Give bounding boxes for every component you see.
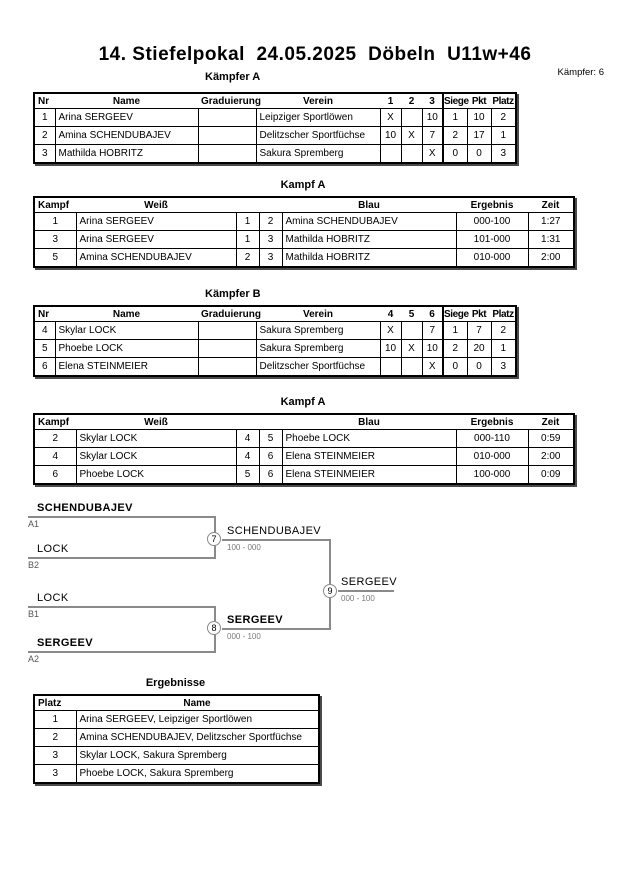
cell-blau: Elena STEINMEIER xyxy=(282,466,456,485)
cell-score-3: 10 xyxy=(422,109,443,127)
cell-blau: Mathilda HOBRITZ xyxy=(282,249,456,268)
cell-graduierung xyxy=(198,340,256,358)
cell-weiss: Amina SCHENDUBAJEV xyxy=(76,249,236,268)
table-header-row xyxy=(34,414,574,430)
cell-ergebnis: 010-000 xyxy=(456,249,528,268)
cell-platz: 1 xyxy=(491,127,516,145)
table-header-row xyxy=(34,197,574,213)
cell-score-6: X xyxy=(422,358,443,377)
cell-verein: Sakura Spremberg xyxy=(256,340,380,358)
col-header-zeit: Zeit xyxy=(528,197,574,213)
table-row xyxy=(34,711,319,729)
cell-pkt: 7 xyxy=(467,322,491,340)
bracket-seed-name: SCHENDUBAJEV xyxy=(37,502,133,514)
col-header-kampf: Kampf xyxy=(34,197,76,213)
cell-verein: Delitzscher Sportfüchse xyxy=(256,127,380,145)
match-number-badge: 7 xyxy=(207,532,221,546)
cell-score-5: X xyxy=(401,340,422,358)
bracket-seed-name: LOCK xyxy=(37,543,69,555)
col-header-weiss: Weiß xyxy=(76,414,236,430)
col-header-3: 3 xyxy=(422,93,443,109)
col-header-name: Name xyxy=(55,306,198,322)
cell-platz: 3 xyxy=(491,358,516,377)
cell-weiss-nr: 2 xyxy=(236,249,259,268)
cell-blau-nr: 6 xyxy=(259,448,282,466)
cell-nr: 2 xyxy=(34,127,55,145)
cell-nr: 5 xyxy=(34,340,55,358)
cell-kampf: 2 xyxy=(34,430,76,448)
col-header-platz: Platz xyxy=(491,93,516,109)
cell-score-1: 10 xyxy=(380,127,401,145)
bracket-line xyxy=(28,606,216,608)
cell-graduierung xyxy=(198,145,256,164)
table-row xyxy=(34,109,516,127)
cell-zeit: 0:09 xyxy=(528,466,574,485)
cell-score-1 xyxy=(380,145,401,164)
kaempfer-a-table xyxy=(33,92,517,164)
cell-name: Mathilda HOBRITZ xyxy=(55,145,198,164)
cell-pkt: 20 xyxy=(467,340,491,358)
col-header-siege: Siege xyxy=(443,306,467,322)
col-header-blau: Blau xyxy=(282,414,456,430)
table-row xyxy=(34,729,319,747)
cell-blau: Phoebe LOCK xyxy=(282,430,456,448)
col-header-5: 5 xyxy=(401,306,422,322)
cell-name: Skylar LOCK, Sakura Spremberg xyxy=(76,747,319,765)
col-header-siege: Siege xyxy=(443,93,467,109)
col-header-kampf: Kampf xyxy=(34,414,76,430)
cell-name: Phoebe LOCK, Sakura Spremberg xyxy=(76,765,319,784)
cell-score-3: 7 xyxy=(422,127,443,145)
cell-blau-nr: 3 xyxy=(259,231,282,249)
cell-weiss: Phoebe LOCK xyxy=(76,466,236,485)
cell-siege: 2 xyxy=(443,127,467,145)
cell-kampf: 1 xyxy=(34,213,76,231)
section-heading-ergebnisse: Ergebnisse xyxy=(145,677,206,689)
bracket-line xyxy=(222,539,330,541)
cell-score-1: X xyxy=(380,109,401,127)
col-header-pkt: Pkt xyxy=(467,93,491,109)
cell-weiss-nr: 4 xyxy=(236,430,259,448)
cell-platz: 1 xyxy=(491,340,516,358)
cell-weiss-nr: 4 xyxy=(236,448,259,466)
cell-ergebnis: 010-000 xyxy=(456,448,528,466)
match-score: 000 - 100 xyxy=(227,632,261,641)
cell-zeit: 1:27 xyxy=(528,213,574,231)
col-header-num2 xyxy=(259,197,282,213)
col-header-graduierung: Graduierung xyxy=(198,93,256,109)
bracket-line xyxy=(28,651,216,653)
cell-weiss-nr: 1 xyxy=(236,213,259,231)
table-row xyxy=(34,145,516,164)
cell-pkt: 0 xyxy=(467,145,491,164)
cell-blau-nr: 6 xyxy=(259,466,282,485)
col-header-zeit: Zeit xyxy=(528,414,574,430)
cell-blau: Mathilda HOBRITZ xyxy=(282,231,456,249)
table-row xyxy=(34,430,574,448)
cell-platz: 2 xyxy=(491,109,516,127)
col-header-num2 xyxy=(259,414,282,430)
table-row xyxy=(34,765,319,784)
cell-pkt: 0 xyxy=(467,358,491,377)
cell-siege: 2 xyxy=(443,340,467,358)
cell-zeit: 2:00 xyxy=(528,249,574,268)
cell-platz: 2 xyxy=(491,322,516,340)
cell-name: Skylar LOCK xyxy=(55,322,198,340)
bracket-seed-label: B1 xyxy=(28,609,40,619)
cell-nr: 1 xyxy=(34,109,55,127)
col-header-nr: Nr xyxy=(34,93,55,109)
cell-platz: 1 xyxy=(34,711,76,729)
table-row xyxy=(34,448,574,466)
bracket-seed-name: SERGEEV xyxy=(37,637,93,649)
cell-blau-nr: 5 xyxy=(259,430,282,448)
table-header-row xyxy=(34,306,516,322)
table-row xyxy=(34,249,574,268)
bracket-seed-label: A1 xyxy=(28,519,40,529)
cell-nr: 4 xyxy=(34,322,55,340)
table-row xyxy=(34,322,516,340)
table-row xyxy=(34,358,516,377)
cell-zeit: 0:59 xyxy=(528,430,574,448)
col-header-platz: Platz xyxy=(491,306,516,322)
cell-name: Amina SCHENDUBAJEV xyxy=(55,127,198,145)
col-header-ergebnis: Ergebnis xyxy=(456,197,528,213)
cell-zeit: 1:31 xyxy=(528,231,574,249)
cell-name: Phoebe LOCK xyxy=(55,340,198,358)
col-header-pkt: Pkt xyxy=(467,306,491,322)
bracket-seed-label: B2 xyxy=(28,560,40,570)
cell-blau-nr: 3 xyxy=(259,249,282,268)
cell-score-5 xyxy=(401,358,422,377)
col-header-6: 6 xyxy=(422,306,443,322)
cell-platz: 3 xyxy=(491,145,516,164)
table-header-row xyxy=(34,93,516,109)
cell-platz: 3 xyxy=(34,765,76,784)
cell-platz: 2 xyxy=(34,729,76,747)
col-header-verein: Verein xyxy=(256,306,380,322)
table-row xyxy=(34,466,574,485)
col-header-weiss: Weiß xyxy=(76,197,236,213)
cell-graduierung xyxy=(198,358,256,377)
col-header-graduierung: Graduierung xyxy=(198,306,256,322)
cell-score-2 xyxy=(401,109,422,127)
cell-score-4 xyxy=(380,358,401,377)
cell-nr: 6 xyxy=(34,358,55,377)
match-score: 000 - 100 xyxy=(341,594,375,603)
match-score: 100 - 000 xyxy=(227,543,261,552)
col-header-1: 1 xyxy=(380,93,401,109)
cell-score-3: X xyxy=(422,145,443,164)
cell-verein: Delitzscher Sportfüchse xyxy=(256,358,380,377)
table-row xyxy=(34,340,516,358)
cell-kampf: 6 xyxy=(34,466,76,485)
col-header-platz: Platz xyxy=(34,695,76,711)
cell-siege: 1 xyxy=(443,109,467,127)
match-number-badge: 9 xyxy=(323,584,337,598)
cell-ergebnis: 000-110 xyxy=(456,430,528,448)
cell-score-4: 10 xyxy=(380,340,401,358)
col-header-blau: Blau xyxy=(282,197,456,213)
bracket-seed-name: LOCK xyxy=(37,592,69,604)
cell-blau-nr: 2 xyxy=(259,213,282,231)
bracket-line xyxy=(338,590,394,592)
table-row xyxy=(34,127,516,145)
col-header-num1 xyxy=(236,197,259,213)
col-header-2: 2 xyxy=(401,93,422,109)
cell-score-2 xyxy=(401,145,422,164)
cell-weiss-nr: 5 xyxy=(236,466,259,485)
match-winner-name: SCHENDUBAJEV xyxy=(227,525,322,537)
match-winner-name: SERGEEV xyxy=(227,614,283,626)
table-header-row xyxy=(34,695,319,711)
kaempfer-b-table xyxy=(33,305,517,377)
kampf-a-pool-a-table xyxy=(33,196,575,268)
page-title: 14. Stiefelpokal 24.05.2025 Döbeln U11w+46 xyxy=(98,44,532,65)
cell-kampf: 3 xyxy=(34,231,76,249)
cell-score-6: 10 xyxy=(422,340,443,358)
cell-score-5 xyxy=(401,322,422,340)
col-header-4: 4 xyxy=(380,306,401,322)
cell-graduierung xyxy=(198,109,256,127)
cell-weiss: Skylar LOCK xyxy=(76,448,236,466)
cell-zeit: 2:00 xyxy=(528,448,574,466)
bracket-line xyxy=(28,557,216,559)
cell-blau: Elena STEINMEIER xyxy=(282,448,456,466)
cell-name: Amina SCHENDUBAJEV, Delitzscher Sportfüchse xyxy=(76,729,319,747)
cell-name: Arina SERGEEV xyxy=(55,109,198,127)
kampf-a-pool-b-table xyxy=(33,413,575,485)
cell-siege: 0 xyxy=(443,358,467,377)
cell-weiss-nr: 1 xyxy=(236,231,259,249)
table-row xyxy=(34,213,574,231)
finals-bracket xyxy=(27,502,407,675)
cell-graduierung xyxy=(198,322,256,340)
ergebnisse-table xyxy=(33,694,320,784)
match-number-badge: 8 xyxy=(207,621,221,635)
cell-ergebnis: 000-100 xyxy=(456,213,528,231)
cell-siege: 1 xyxy=(443,322,467,340)
cell-kampf: 4 xyxy=(34,448,76,466)
col-header-name: Name xyxy=(76,695,319,711)
cell-pkt: 17 xyxy=(467,127,491,145)
cell-weiss: Arina SERGEEV xyxy=(76,213,236,231)
cell-nr: 3 xyxy=(34,145,55,164)
cell-score-6: 7 xyxy=(422,322,443,340)
cell-platz: 3 xyxy=(34,747,76,765)
cell-verein: Leipziger Sportlöwen xyxy=(256,109,380,127)
col-header-nr: Nr xyxy=(34,306,55,322)
bracket-seed-label: A2 xyxy=(28,654,40,664)
cell-blau: Amina SCHENDUBAJEV xyxy=(282,213,456,231)
section-heading-kaempfer-a: Kämpfer A xyxy=(205,71,261,83)
cell-name: Arina SERGEEV, Leipziger Sportlöwen xyxy=(76,711,319,729)
col-header-name: Name xyxy=(55,93,198,109)
cell-verein: Sakura Spremberg xyxy=(256,145,380,164)
table-row xyxy=(34,747,319,765)
cell-pkt: 10 xyxy=(467,109,491,127)
fighter-count: Kämpfer: 6 xyxy=(557,67,604,78)
cell-kampf: 5 xyxy=(34,249,76,268)
bracket-line xyxy=(28,516,216,518)
section-heading-kampf-a-1: Kampf A xyxy=(280,179,326,191)
cell-name: Elena STEINMEIER xyxy=(55,358,198,377)
col-header-verein: Verein xyxy=(256,93,380,109)
section-heading-kampf-a-2: Kampf A xyxy=(280,396,326,408)
match-winner-name: SERGEEV xyxy=(341,576,397,588)
cell-score-4: X xyxy=(380,322,401,340)
bracket-line xyxy=(222,628,330,630)
cell-weiss: Arina SERGEEV xyxy=(76,231,236,249)
col-header-ergebnis: Ergebnis xyxy=(456,414,528,430)
cell-ergebnis: 100-000 xyxy=(456,466,528,485)
cell-score-2: X xyxy=(401,127,422,145)
cell-weiss: Skylar LOCK xyxy=(76,430,236,448)
table-row xyxy=(34,231,574,249)
cell-verein: Sakura Spremberg xyxy=(256,322,380,340)
section-heading-kaempfer-b: Kämpfer B xyxy=(205,288,261,300)
cell-graduierung xyxy=(198,127,256,145)
cell-ergebnis: 101-000 xyxy=(456,231,528,249)
cell-siege: 0 xyxy=(443,145,467,164)
col-header-num1 xyxy=(236,414,259,430)
